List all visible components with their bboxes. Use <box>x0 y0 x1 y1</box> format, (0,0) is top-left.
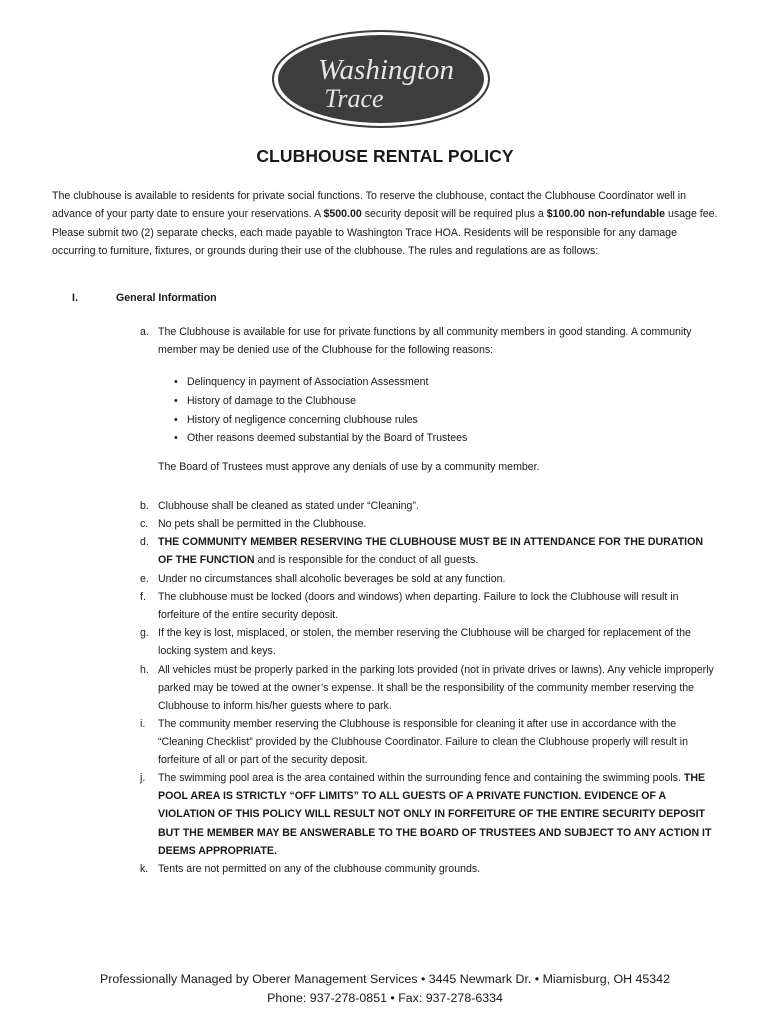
intro-text-2: security deposit will be required plus a <box>361 208 547 221</box>
item-text: Tents are not permitted on any of the clubhouse community grounds. <box>158 863 481 875</box>
item-label: d. <box>140 536 149 548</box>
logo-line2: Trace <box>324 84 384 113</box>
item-label: k. <box>140 863 149 875</box>
board-approval-note: The Board of Trustees must approve any denials of use by a community member. <box>158 461 540 473</box>
item-bold-text: THE COMMUNITY MEMBER RESERVING THE CLUBHOUSE MUST BE IN ATTENDANCE FOR THE DURATION OF THE FUNCTION <box>158 536 703 567</box>
rule-item-j <box>140 769 720 860</box>
footer-phone-fax: Phone: 937-278-0851 • Fax: 937-278-6334 <box>267 990 503 1005</box>
item-text: The swimming pool area is the area contained within the surrounding fence and containing the swimming pools. <box>158 772 684 784</box>
list-item: • History of damage to the Clubhouse <box>174 392 467 411</box>
item-label: h. <box>140 664 149 676</box>
rule-item-b <box>140 497 720 515</box>
rule-item-g <box>140 624 720 660</box>
rule-item-e <box>140 570 720 588</box>
rule-item-k <box>140 860 720 878</box>
deposit-amount: $500.00 <box>323 208 362 221</box>
rule-item-d <box>140 533 720 569</box>
item-text: The Clubhouse is available for use for private functions by all community members in good standing. A community member may be denied use of the Clubhouse for the following reasons: <box>158 326 692 357</box>
page-title: CLUBHOUSE RENTAL POLICY <box>256 146 514 166</box>
item-text: No pets shall be permitted in the Clubhouse. <box>158 518 367 530</box>
item-label: i. <box>140 718 146 730</box>
item-text: The community member reserving the Clubhouse is responsible for cleaning it after use in accordance with the “Cleaning Checklist” provided by the Clubhouse Coordinator. Failure to clean the Clubhouse properly will result in forfeiture of all or part of the security deposit. <box>158 718 688 767</box>
page-footer <box>0 970 770 1007</box>
rule-item-i <box>140 715 720 770</box>
item-bold-text: THE POOL AREA IS STRICTLY “OFF LIMITS” TO ALL GUESTS OF A PRIVATE FUNCTION. EVIDENCE OF A VIOLATION OF THIS POLICY WILL RESULT NOT ONLY IN FORFEITURE OF THE ENTIRE SECURITY DEPOSIT BUT THE MEMBER MAY BE ANSWERABLE TO THE BOARD OF TRUSTEES AND SUBJECT TO ANY ACTION IT DEEMS APPROPRIATE. <box>158 772 712 857</box>
item-label: j. <box>140 772 146 784</box>
item-text: Clubhouse shall be cleaned as stated under “Cleaning”. <box>158 500 419 512</box>
section-number: I. <box>72 292 78 304</box>
section-title: General Information <box>116 292 217 304</box>
item-text: If the key is lost, misplaced, or stolen, the member reserving the Clubhouse will be charged for replacement of the locking system and keys. <box>158 627 691 658</box>
rule-item-h <box>140 661 720 716</box>
logo-line1: Washington <box>318 54 454 86</box>
intro-paragraph <box>52 187 722 261</box>
rule-item-a <box>140 323 720 359</box>
item-text: All vehicles must be properly parked in the parking lots provided (not in private drives or lawns). Any vehicle improperly parked may be towed at the owner’s expense. It shall be the responsibility of the community member reserving the Clubhouse to inform his/her guests where to park. <box>158 664 714 713</box>
item-text: The clubhouse must be locked (doors and windows) when departing. Failure to lock the Clubhouse will result in forfeiture of the entire security deposit. <box>158 591 679 622</box>
intro-text-3: usage fee. Please submit two (2) separate checks, each made payable to Washington Trace HOA. Residents will be responsible for any damage occurring to furniture, fixtures, or grounds during their use of the clubhouse. The rules and regulations are as follows: <box>52 208 718 258</box>
item-label: f. <box>140 591 146 603</box>
item-text: Under no circumstances shall alcoholic beverages be sold at any function. <box>158 573 506 585</box>
item-label: a. <box>140 326 149 338</box>
rule-item-c <box>140 515 720 533</box>
list-item: • Other reasons deemed substantial by the Board of Trustees <box>174 429 467 448</box>
item-label: e. <box>140 573 149 585</box>
list-item: • History of negligence concerning clubhouse rules <box>174 411 467 430</box>
washington-trace-logo <box>270 28 492 130</box>
list-item: • Delinquency in payment of Association Assessment <box>174 373 467 392</box>
item-label: b. <box>140 500 149 512</box>
rule-item-f <box>140 588 720 624</box>
denial-reasons-list <box>174 373 467 448</box>
item-text: and is responsible for the conduct of all guests. <box>254 554 479 567</box>
footer-address: Professionally Managed by Oberer Management Services • 3445 Newmark Dr. • Miamisburg, OH 45342 <box>100 972 670 986</box>
intro-text-1: The clubhouse is available to residents for private social functions. To reserve the clubhouse, contact the Clubhouse Coordinator well in advance of your party date to ensure your reservations. A <box>52 190 687 221</box>
item-label: g. <box>140 627 149 639</box>
item-label: c. <box>140 518 149 530</box>
usage-fee: $100.00 non-refundable <box>546 208 666 221</box>
